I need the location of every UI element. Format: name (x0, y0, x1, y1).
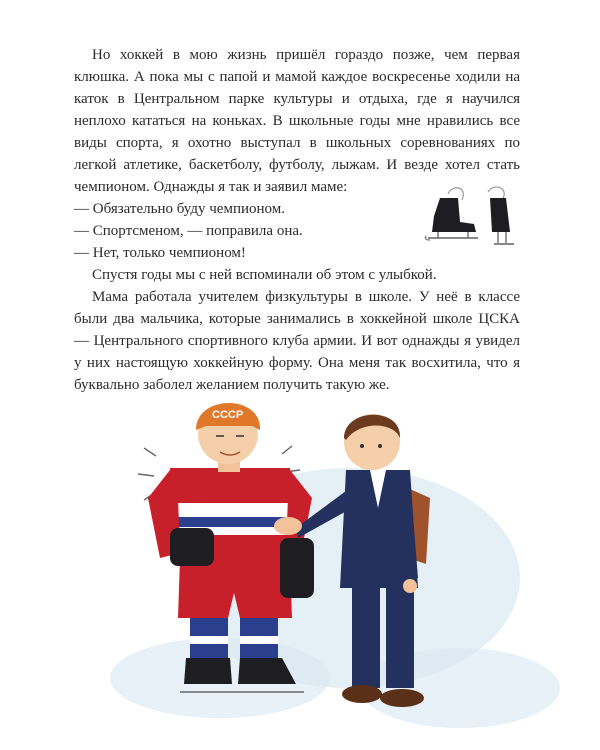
paragraph-2: Спустя годы мы с ней вспоминали об этом с улыбкой. (92, 267, 437, 283)
dialogue-line-2: — Спортсменом, — поправила она. (74, 223, 303, 239)
paragraph-1: Но хоккей в мою жизнь пришёл гораздо позже, чем первая клюшка. А пока мы с папой и мамой каждое воскресенье ходили на каток в Центральном парке культуры и отдыха, где я научился неплохо кататься на коньках. В школьные годы мне нравились все виды спорта, я охотно выступал в школьных соревнованиях по легкой атлетике, баскетболу, футболу, лыжам. И везде хотел стать чемпионом. Однажды я так и заявил маме: (74, 47, 520, 195)
ice-skates-icon (418, 186, 522, 248)
dialogue-line-1: — Обязательно буду чемпионом. (74, 201, 285, 217)
paragraph-3: Мама работала учителем физкультуры в школе. У неё в классе были два мальчика, которые занимались в хоккейной школе ЦСКА — Центрального спортивного клуба армии. И вот однажды я увидел у них настоящую хоккейную форму. Она меня так восхитила, что я буквально заболел желанием получить такую же. (74, 289, 520, 393)
dialogue-line-3: — Нет, только чемпионом! (74, 245, 246, 261)
hockey-boy-and-schoolboy-illustration (100, 378, 570, 750)
helmet-text: CCCP (212, 409, 244, 421)
